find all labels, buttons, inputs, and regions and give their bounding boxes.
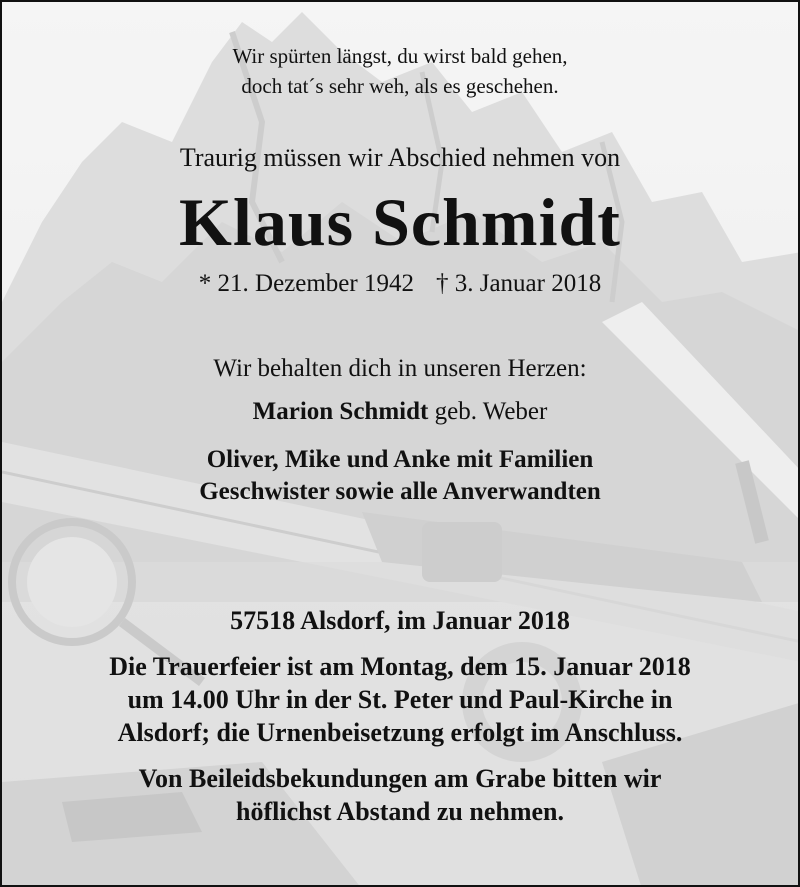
- birth-date: * 21. Dezember 1942: [198, 270, 414, 297]
- intro-text: Traurig müssen wir Abschied nehmen von: [179, 143, 621, 172]
- mourner-relatives: Geschwister sowie alle Anverwandten: [199, 478, 601, 505]
- notice-text: [2, 2, 798, 885]
- request-line-1: Von Beileidsbekundungen am Grabe bitten wir: [138, 764, 662, 793]
- place-date: 57518 Alsdorf, im Januar 2018: [230, 606, 570, 635]
- mourner-children: Oliver, Mike und Anke mit Familien: [206, 446, 594, 473]
- life-dates: [2, 270, 798, 298]
- mourners-heading: Wir behalten dich in unseren Herzen:: [213, 355, 587, 382]
- spouse-suffix: geb. Weber: [428, 398, 548, 425]
- verse-line-2: doch tat´s sehr weh, als es geschehen.: [241, 74, 559, 98]
- service-line-2: um 14.00 Uhr in der St. Peter und Paul-Kirche in: [127, 685, 673, 714]
- death-date: † 3. Januar 2018: [435, 270, 602, 297]
- mourner-spouse: [2, 398, 798, 426]
- verse-line-1: Wir spürten längst, du wirst bald gehen,: [232, 44, 568, 68]
- spouse-name: Marion Schmidt: [252, 398, 429, 425]
- service-line-1: Die Trauerfeier ist am Montag, dem 15. Januar 2018: [109, 652, 691, 681]
- service-line-3: Alsdorf; die Urnenbeisetzung erfolgt im Anschluss.: [117, 718, 683, 747]
- deceased-name: Klaus Schmidt: [179, 184, 621, 260]
- request-line-2: höflichst Abstand zu nehmen.: [236, 797, 564, 826]
